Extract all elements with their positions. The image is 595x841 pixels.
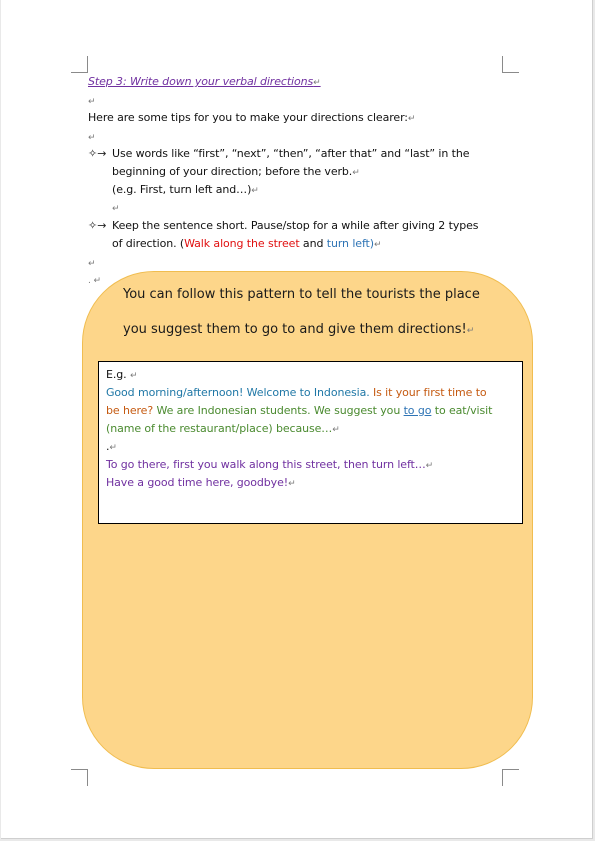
step-heading: Step 3: Write down your verbal directions↵ bbox=[88, 75, 321, 88]
crop-mark-bottom-left bbox=[71, 769, 88, 786]
tip-1-line-3: (e.g. First, turn left and…)↵ bbox=[112, 183, 259, 196]
document-page bbox=[1, 0, 593, 839]
example-line-2: be here? We are Indonesian students. We suggest you to go to eat/visit bbox=[106, 404, 493, 417]
tip-1-line-2: beginning of your direction; before the verb.↵ bbox=[112, 165, 360, 178]
example-line-6: Have a good time here, goodbye!↵ bbox=[106, 476, 296, 489]
tip-bullet-icon: ✧→ bbox=[88, 147, 107, 160]
tip-1-line-1: Use words like “first”, “next”, “then”, “after that” and “last” in the bbox=[112, 147, 470, 160]
example-line-1: Good morning/afternoon! Welcome to Indonesia. Is it your first time to bbox=[106, 386, 487, 399]
intro-text: Here are some tips for you to make your directions clearer:↵ bbox=[88, 111, 416, 124]
crop-mark-top-right bbox=[502, 56, 519, 73]
example-line-5: To go there, first you walk along this street, then turn left…↵ bbox=[106, 458, 434, 471]
crop-mark-top-left bbox=[71, 56, 88, 73]
empty-paragraph: ↵ bbox=[88, 259, 96, 269]
tip-2-line-2: of direction. (Walk along the street and turn left)↵ bbox=[112, 237, 382, 250]
example-line-3: (name of the restaurant/place) because…↵ bbox=[106, 422, 340, 435]
empty-paragraph: ↵ bbox=[112, 204, 120, 214]
stray-mark: . ↵ bbox=[88, 276, 101, 286]
bubble-line-1: You can follow this pattern to tell the tourists the place bbox=[123, 287, 480, 302]
empty-paragraph: ↵ bbox=[88, 133, 96, 143]
bubble-line-2: you suggest them to go to and give them directions!↵ bbox=[123, 322, 475, 337]
empty-paragraph: ↵ bbox=[88, 97, 96, 107]
tip-bullet-icon: ✧→ bbox=[88, 219, 107, 232]
crop-mark-bottom-right bbox=[502, 769, 519, 786]
example-label: E.g. ↵ bbox=[106, 368, 138, 381]
example-line-4: .↵ bbox=[106, 440, 117, 453]
tip-2-line-1: Keep the sentence short. Pause/stop for a while after giving 2 types bbox=[112, 219, 479, 232]
